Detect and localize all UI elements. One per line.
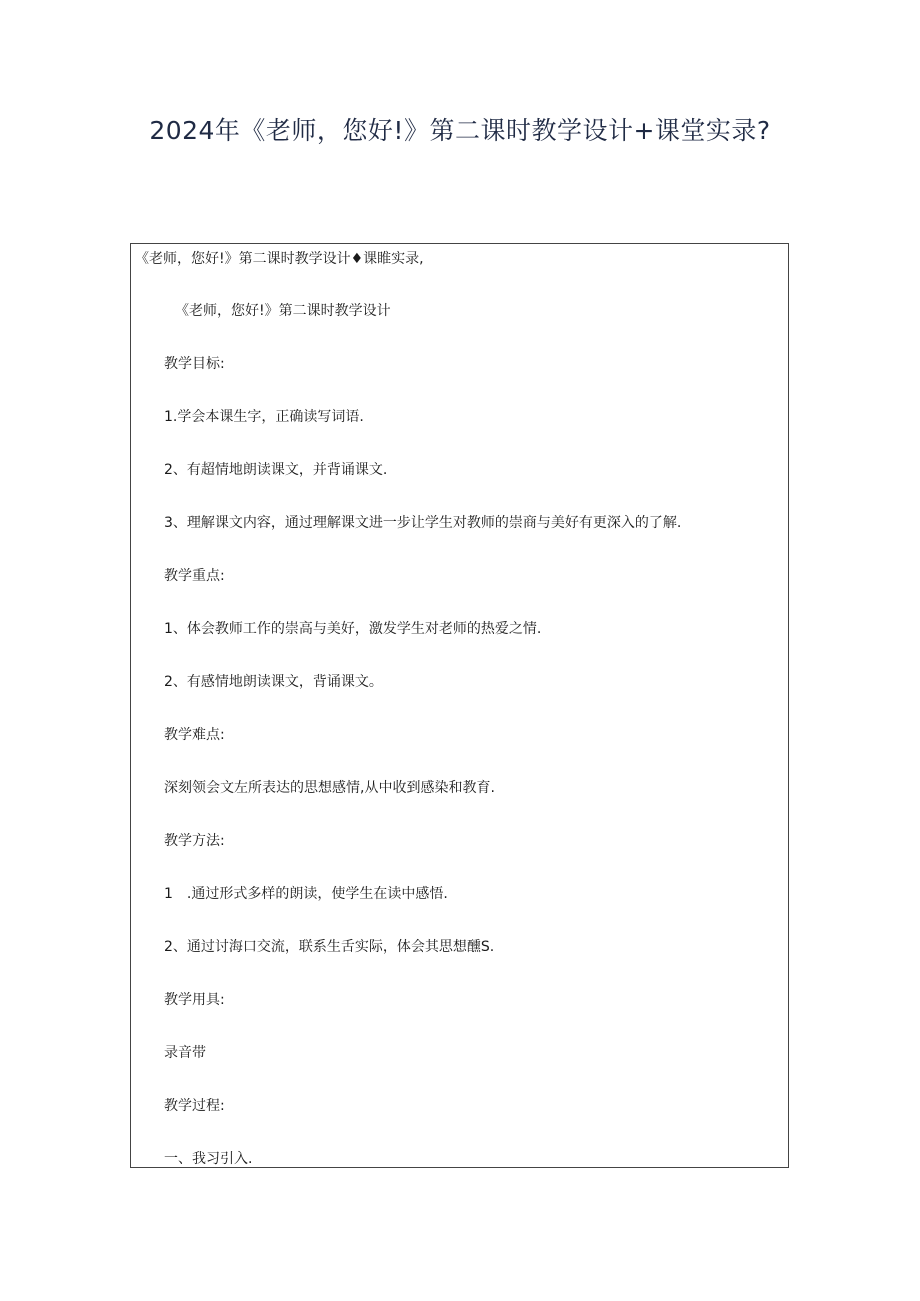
method-item: 1 .通过形式多样的朗读，使学生在读中感悟.	[164, 886, 448, 902]
objective-item: 2、有超情地朗读课文，并背诵课文.	[164, 462, 388, 478]
objectives-heading: 教学目标:	[164, 356, 225, 372]
objective-item: 3、理解课文内容，通过理解课文进一步让学生对教师的崇商与美好有更深入的了解.	[164, 515, 682, 531]
section-title: 《老师，您好!》第二课时教学设计	[175, 303, 391, 319]
process-heading: 教学过程:	[164, 1098, 225, 1114]
keypoint-item: 1、体会教师工作的崇高与美好，激发学生对老师的热爱之情.	[164, 621, 542, 637]
process-step: 一、我习引入.	[164, 1151, 253, 1167]
difficulty-heading: 教学难点:	[164, 727, 225, 743]
keypoint-item: 2、有感情地朗读课文，背诵课文。	[164, 674, 383, 690]
box-heading: 《老师，您好!》第二课时教学设计♦课睢实录,	[135, 251, 424, 267]
keypoints-heading: 教学重点:	[164, 568, 225, 584]
difficulty-item: 深刻领会文左所表达的思想感情,从中收到感染和教育.	[164, 780, 495, 796]
tools-item: 录音带	[164, 1045, 206, 1061]
tools-heading: 教学用具:	[164, 992, 225, 1008]
methods-heading: 教学方法:	[164, 833, 225, 849]
method-item: 2、通过讨海口交流，联系生舌实际，体会其思想醺S.	[164, 939, 495, 955]
content-box	[130, 243, 789, 1168]
document-title: 2024年《老师，您好!》第二课时教学设计+课堂实录?	[149, 116, 771, 145]
objective-item: 1.学会本课生字，正确读写词语.	[164, 409, 364, 425]
